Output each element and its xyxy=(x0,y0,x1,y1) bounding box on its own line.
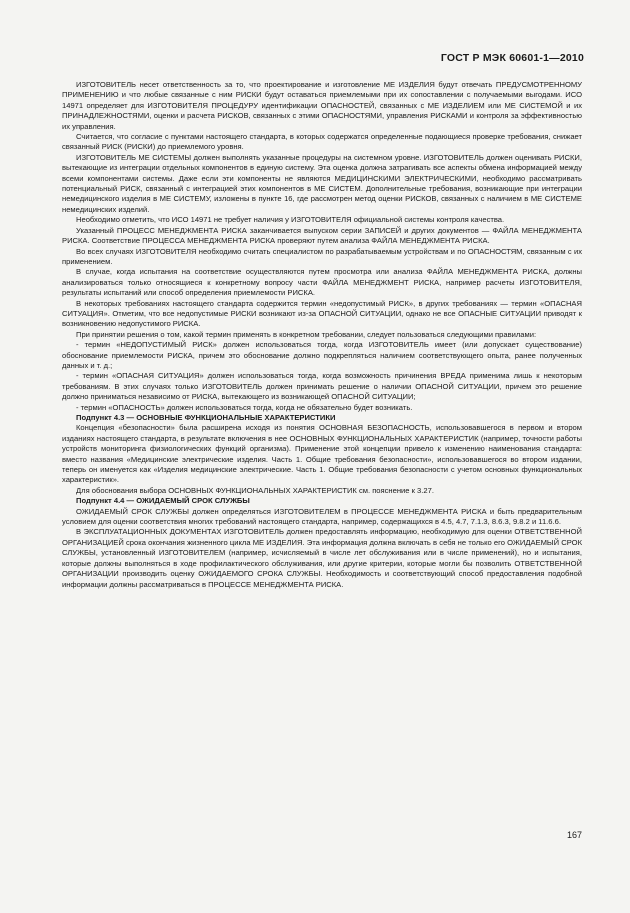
paragraph: Указанный ПРОЦЕСС МЕНЕДЖМЕНТА РИСКА заканчивается выпуском серии ЗАПИСЕЙ и других документов — ФАЙЛА МЕНЕДЖМЕНТА РИСКА. Соответствие ПРОЦЕССА МЕНЕДЖМЕНТА РИСКА проверяют путем анализа ФАЙЛА МЕНЕДЖМЕНТА РИСКА. xyxy=(62,225,582,246)
paragraph: Считается, что согласие с пунктами настоящего стандарта, в которых содержатся определенные подающиеся проверке требования, снижает связанный РИСК (РИСКИ) до приемлемого уровня. xyxy=(62,132,582,152)
paragraph: В случае, когда испытания на соответствие осуществляются путем просмотра или анализа ФАЙЛА МЕНЕДЖМЕНТА РИСКА, должны анализироваться только относящиеся к конкретному вопросу части ФАЙЛА МЕНЕДЖМЕНТ РИСКА, например расчеты ИЗГОТОВИТЕЛЯ, результаты испытаний или способ определения приемлемости РИСКА. xyxy=(62,267,582,298)
paragraph: ИЗГОТОВИТЕЛЬ МЕ СИСТЕМЫ должен выполнять указанные процедуры на системном уровне. ИЗГОТОВИТЕЛЬ должен оценивать РИСКИ, вытекающие из интеграции отдельных компонентов в единую систему. Эта оценка должна затрагивать все аспекты обмена информацией между всеми компонентами системы. Даже если эти компоненты не являются МЕДИЦИНСКИМИ ЭЛЕКТРИЧЕСКИМИ, необходимо рассматривать потенциальный РИСК, связанный с интеграцией этих компонентов в МЕ СИСТЕМ. Дополнительные требования, возникающие при интеграции немедицинского изделия в МЕ СИСТЕМУ, изложены в пункте 16, где рассмотрен метод оценки РИСКОВ, связанных с наличием в МЕ СИСТЕМЕ немедицинских изделий. xyxy=(62,152,582,214)
paragraph: Необходимо отметить, что ИСО 14971 не требует наличия у ИЗГОТОВИТЕЛЯ официальной системы контроля качества. xyxy=(76,215,505,225)
paragraph: В некоторых требованиях настоящего стандарта содержится термин «недопустимый РИСК», в других требованиях — термин «ОПАСНАЯ СИТУАЦИЯ». Отметим, что все недопустимые РИСКИ возникают из-за ОПАСНОЙ СИТУАЦИИ, однако не все ОПАСНЫЕ СИТУАЦИИ приводят к возникновению недопустимого РИСКА. xyxy=(62,298,582,329)
paragraph: ОЖИДАЕМЫЙ СРОК СЛУЖБЫ должен определяться ИЗГОТОВИТЕЛЕМ в ПРОЦЕССЕ МЕНЕДЖМЕНТА РИСКА и быть предварительным условием для оценки соответствия многих требований настоящего стандарта, например, содержащихся в 4.5, 4.7, 7.1.3, 8.6.3, 9.8.2 и 11.6.6. xyxy=(62,506,582,527)
page-body xyxy=(62,80,582,590)
paragraph: В ЭКСПЛУАТАЦИОННЫХ ДОКУМЕНТАХ ИЗГОТОВИТЕЛЬ должен предоставлять информацию, необходимую для оценки ОТВЕТСТВЕННОЙ ОРГАНИЗАЦИЕЙ срока окончания жизненного цикла МЕ ИЗДЕЛИЯ. Эта информация должна включать в себя не только его ОЖИДАЕМЫЙ СРОК СЛУЖБЫ, установленный ИЗГОТОВИТЕЛЕМ (например, исчисляемый в числе лет обслуживания или в числе применений), но и испытания, которые должны выполняться в ходе профилактического обслуживания, или другие критерии, которые могли бы позволить ОТВЕТСТВЕННОЙ ОРГАНИЗАЦИИ производить оценку ОЖИДАЕМОГО СРОКА СЛУЖБЫ. Необходимость и соответствующий способ предоставления подобной информации должны рассматриваться в ПРОЦЕССЕ МЕНЕДЖМЕНТА РИСКА. xyxy=(62,527,582,589)
paragraph: При принятии решения о том, какой термин применять в конкретном требовании, следует пользоваться следующими правилами: xyxy=(76,329,537,339)
paragraph: Для обоснования выбора ОСНОВНЫХ ФУНКЦИОНАЛЬНЫХ ХАРАКТЕРИСТИК см. пояснение к 3.27. xyxy=(76,485,434,495)
subsection-heading-4-4: Подпункт 4.4 — ОЖИДАЕМЫЙ СРОК СЛУЖБЫ xyxy=(76,496,250,506)
list-item: - термин «НЕДОПУСТИМЫЙ РИСК» должен использоваться тогда, когда ИЗГОТОВИТЕЛЬ имеет (или допускает существование) обоснование приемлемости РИСКА, причем это обоснование должно подкрепляться наличием соответствующего опыта, ранее полученных данных и т. д.; xyxy=(62,340,582,370)
subsection-heading-4-3: Подпункт 4.3 — ОСНОВНЫЕ ФУНКЦИОНАЛЬНЫЕ ХАРАКТЕРИСТИКИ xyxy=(76,413,336,422)
paragraph: ИЗГОТОВИТЕЛЬ несет ответственность за то, что проектирование и изготовление МЕ ИЗДЕЛИЯ будут отвечать ПРЕДУСМОТРЕННОМУ ПРИМЕНЕНИЮ и что любые связанные с ним РИСКИ будут оставаться приемлемыми при их сопоставлении с получаемыми выгодами. ИСО 14971 определяет для ИЗГОТОВИТЕЛЯ ПРОЦЕДУРУ идентификации ОПАСНОСТЕЙ, связанных с МЕ ИЗДЕЛИЕМ или МЕ СИСТЕМОЙ и их ПРИНАДЛЕЖНОСТЯМИ, оценки и расчета РИСКОВ, связанных с этими ОПАСНОСТЯМИ, управления РИСКАМИ и контроля за эффективностью их управления. xyxy=(62,80,582,131)
list-item: - термин «ОПАСНОСТЬ» должен использоваться тогда, когда не обязательно будет возникать. xyxy=(76,402,413,412)
page-number: 167 xyxy=(566,830,582,840)
standard-header: ГОСТ Р МЭК 60601-1—2010 xyxy=(440,52,584,64)
list-item: - термин «ОПАСНАЯ СИТУАЦИЯ» должен использоваться тогда, когда возможность причинения ВРЕДА применима лишь к некоторым требованиям. В этих случаях только ИЗГОТОВИТЕЛЬ должен принимать решение о наличии ОПАСНОЙ СИТУАЦИИ, причем это решение должно приниматься независимо от РИСКА, вытекающего из возникающей ОПАСНОЙ СИТУАЦИИ; xyxy=(62,371,582,402)
paragraph: Концепция «безопасности» была расширена исходя из понятия ОСНОВНАЯ БЕЗОПАСНОСТЬ, использовавшегося в первом и втором изданиях настоящего стандарта, в результате включения в нее ОСНОВНЫХ ФУНКЦИОНАЛЬНЫХ ХАРАКТЕРИСТИК (например, точности работы устройств мониторинга физиологических функций организма). Применение этой концепции привело к изменению наименования стандарта: вместо названия «Медицинские электрические изделия. Часть 1. Общие требования безопасности», использовавшегося во втором издании, теперь он именуется как «Изделия медицинские электрические. Часть 1. Общие требования безопасности с учетом основных функциональных характеристик». xyxy=(62,423,582,485)
paragraph: Во всех случаях ИЗГОТОВИТЕЛЯ необходимо считать специалистом по разрабатываемым устройствам и по ОПАСНОСТЯМ, связанным с их применением. xyxy=(62,246,582,266)
